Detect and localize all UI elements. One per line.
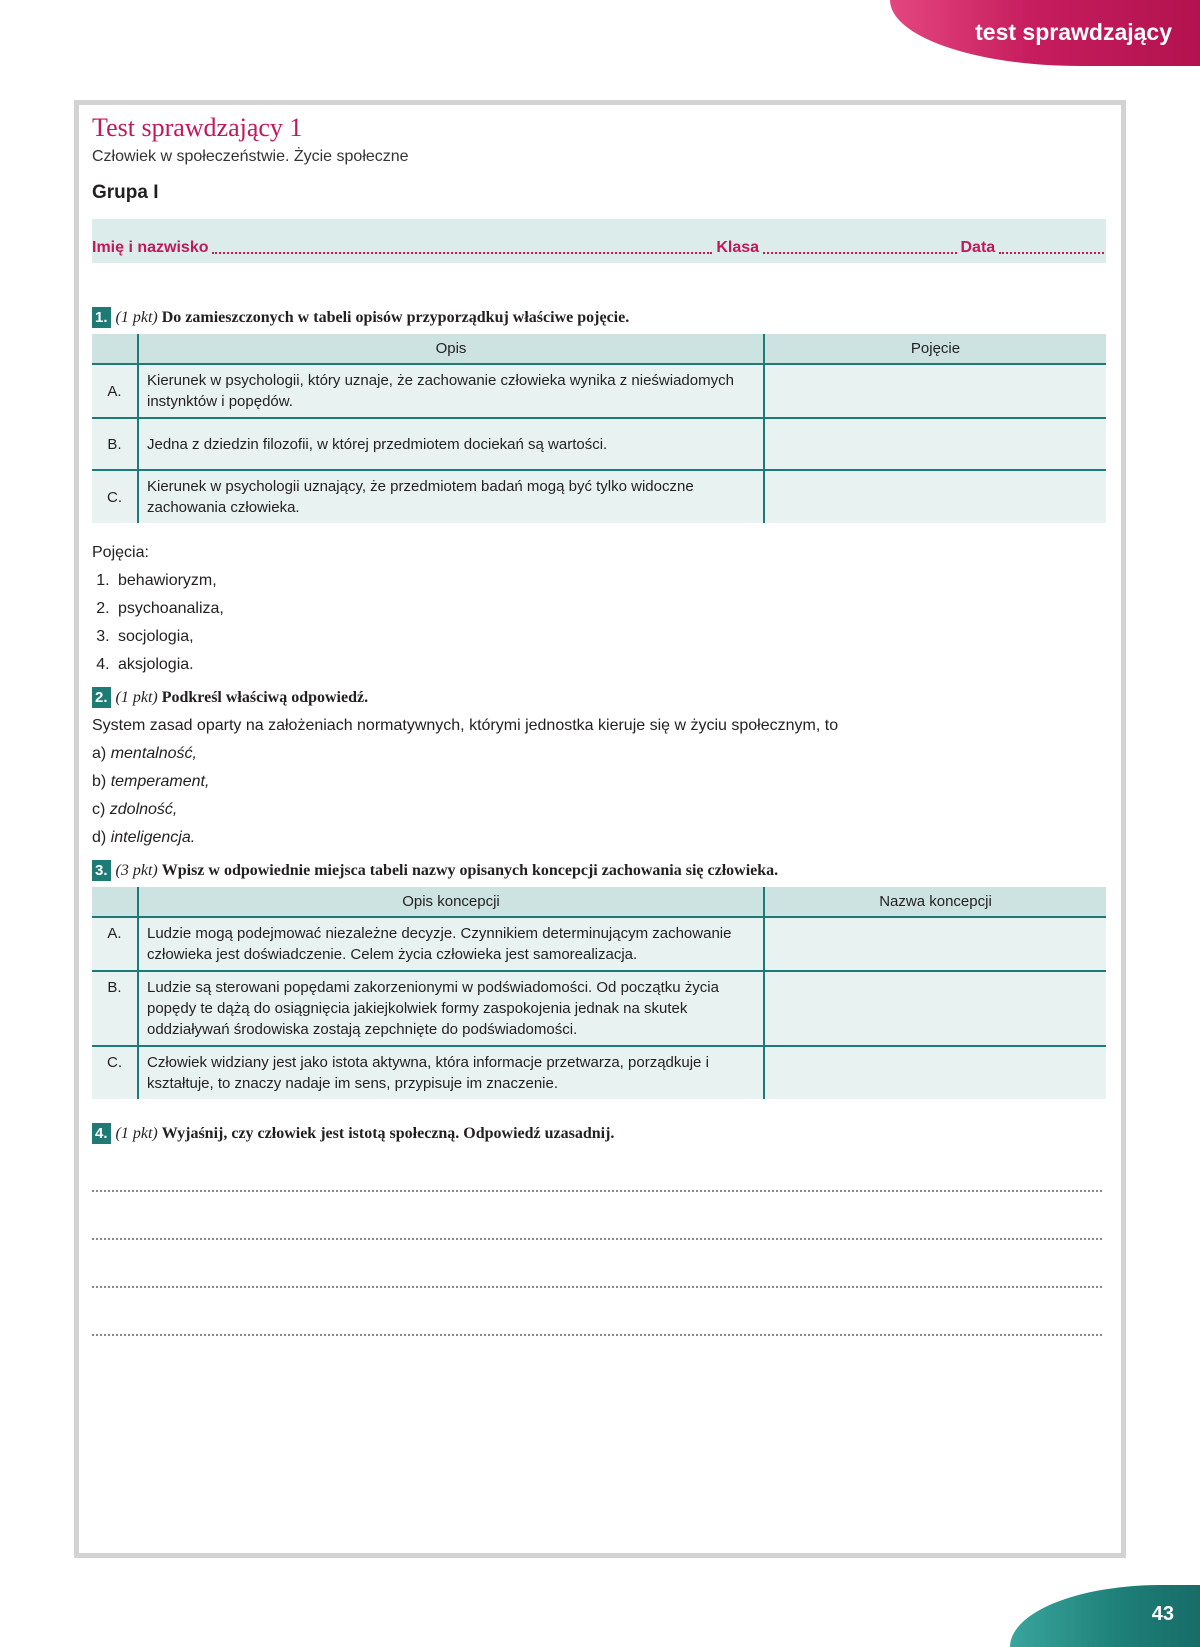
table-header-empty: [92, 334, 138, 364]
date-label: Data: [960, 239, 996, 256]
row-letter: A.: [92, 364, 138, 418]
task-1-table: [92, 334, 1106, 523]
task-4-header: [92, 1123, 1106, 1144]
option-letter: d): [92, 829, 107, 846]
answer-option[interactable]: [92, 796, 1106, 824]
task-3-header: [92, 860, 1106, 881]
table-row: [92, 1046, 1106, 1099]
task-1-header: [92, 307, 1106, 328]
answer-option[interactable]: [92, 740, 1106, 768]
answer-line[interactable]: [92, 1240, 1102, 1288]
table-row: [92, 418, 1106, 470]
table-row: [92, 971, 1106, 1046]
class-field[interactable]: [763, 252, 956, 254]
table-header: Pojęcie: [764, 334, 1106, 364]
task-instruction: Podkreśl właściwą odpowiedź.: [161, 688, 369, 706]
option-letter: b): [92, 773, 107, 790]
table-header: Nazwa koncepcji: [764, 887, 1106, 917]
row-description: Człowiek widziany jest jako istota aktywna, która informacje przetwarza, porządkuje i kształtuje, to znaczy nadaje im sens, przypisuje im znaczenie.: [138, 1046, 764, 1099]
row-description: Kierunek w psychologii, który uznaje, że zachowanie człowieka wynika z nieświadomych instynktów i popędów.: [138, 364, 764, 418]
header-tab: [890, 0, 1200, 66]
concepts-list: [92, 539, 1106, 679]
task-number: 4.: [92, 1123, 111, 1144]
concepts-label: Pojęcia:: [92, 544, 149, 561]
task-instruction: Wyjaśnij, czy człowiek jest istotą społeczną. Odpowiedź uzasadnij.: [161, 1124, 615, 1142]
group-label: Grupa I: [92, 182, 159, 203]
answer-cell[interactable]: [764, 917, 1106, 971]
page-number-tab: [1010, 1585, 1200, 1647]
table-header-empty: [92, 887, 138, 917]
task-2-body: [92, 712, 1106, 852]
task-number: 1.: [92, 307, 111, 328]
task-number: 2.: [92, 687, 111, 708]
list-item: 3. socjologia,: [114, 623, 1106, 651]
answer-cell[interactable]: [764, 1046, 1106, 1099]
option-text: zdolność,: [109, 801, 178, 818]
row-letter: B.: [92, 971, 138, 1046]
table-row: [92, 364, 1106, 418]
option-letter: c): [92, 801, 106, 818]
answer-cell[interactable]: [764, 470, 1106, 523]
list-item: 4. aksjologia.: [114, 651, 1106, 679]
task-3-table: [92, 887, 1106, 1099]
row-letter: C.: [92, 470, 138, 523]
name-label: Imię i nazwisko: [92, 239, 209, 256]
list-item: 1. behawioryzm,: [114, 567, 1106, 595]
table-header: Opis koncepcji: [138, 887, 764, 917]
page-number: 43: [1151, 1603, 1174, 1625]
table-row: [92, 917, 1106, 971]
row-letter: A.: [92, 917, 138, 971]
answer-line[interactable]: [92, 1162, 1102, 1192]
page-subtitle: Człowiek w społeczeństwie. Życie społeczne: [92, 148, 409, 165]
student-info-bar: [92, 219, 1106, 263]
task-instruction: Wpisz w odpowiednie miejsca tabeli nazwy opisanych koncepcji zachowania się człowieka.: [161, 861, 779, 879]
date-field[interactable]: [999, 252, 1104, 254]
task-2-question: System zasad oparty na założeniach normatywnych, którymi jednostka kieruje się w życiu społecznym, to: [92, 717, 839, 734]
answer-cell[interactable]: [764, 418, 1106, 470]
option-text: inteligencja.: [110, 829, 196, 846]
task-points: (1 pkt): [115, 1124, 158, 1142]
list-item: 2. psychoanaliza,: [114, 595, 1106, 623]
row-letter: B.: [92, 418, 138, 470]
answer-line[interactable]: [92, 1288, 1102, 1336]
task-instruction: Do zamieszczonych w tabeli opisów przyporządkuj właściwe pojęcie.: [161, 308, 630, 326]
page-title: Test sprawdzający 1: [92, 113, 303, 142]
answer-lines: [92, 1162, 1106, 1336]
answer-option[interactable]: [92, 768, 1106, 796]
answer-cell[interactable]: [764, 364, 1106, 418]
answer-option[interactable]: [92, 824, 1106, 852]
table-row: [92, 470, 1106, 523]
row-description: Jedna z dziedzin filozofii, w której przedmiotem dociekań są wartości.: [138, 418, 764, 470]
row-letter: C.: [92, 1046, 138, 1099]
row-description: Ludzie są sterowani popędami zakorzenionymi w podświadomości. Od początku życia popędy te dążą do osiągnięcia jakiejkolwiek formy zaspokojenia jednak na skutek oddziaływań środowiska zostają zepchnięte do podświadomości.: [138, 971, 764, 1046]
class-label: Klasa: [716, 239, 760, 256]
option-text: mentalność,: [110, 745, 197, 762]
task-number: 3.: [92, 860, 111, 881]
option-text: temperament,: [110, 773, 210, 790]
row-description: Ludzie mogą podejmować niezależne decyzje. Czynnikiem determinującym zachowanie człowieka jest doświadczenie. Celem życia człowieka jest samorealizacja.: [138, 917, 764, 971]
table-header: Opis: [138, 334, 764, 364]
row-description: Kierunek w psychologii uznający, że przedmiotem badań mogą być tylko widoczne zachowania człowieka.: [138, 470, 764, 523]
task-points: (3 pkt): [115, 861, 158, 879]
name-field[interactable]: [212, 252, 712, 254]
header-tab-label: test sprawdzający: [975, 19, 1172, 45]
answer-cell[interactable]: [764, 971, 1106, 1046]
task-points: (1 pkt): [115, 688, 158, 706]
answer-line[interactable]: [92, 1192, 1102, 1240]
task-points: (1 pkt): [115, 308, 158, 326]
option-letter: a): [92, 745, 107, 762]
test-content: [92, 112, 1106, 1336]
task-2-header: [92, 687, 1106, 708]
